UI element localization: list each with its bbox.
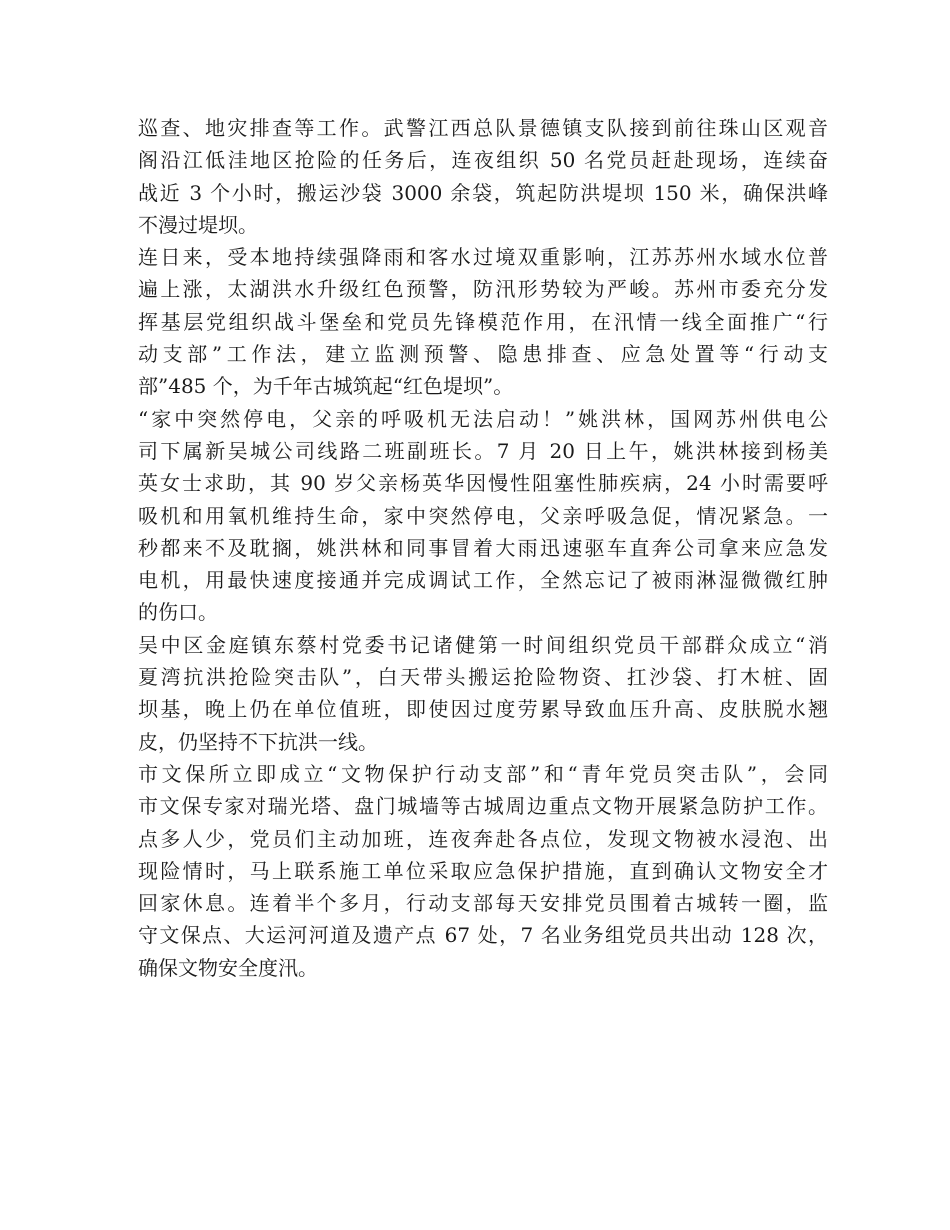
document-body bbox=[138, 112, 828, 984]
text-line: 吴中区金庭镇东蔡村党委书记诸健第一时间组织党员干部群众成立“消 bbox=[138, 632, 828, 657]
text-line: 守文保点、大运河河道及遗产点 67 处，7 名业务组党员共出动 128 次， bbox=[138, 923, 828, 948]
text-line: 战近 3 个小时，搬运沙袋 3000 余袋，筑起防洪堤坝 150 米，确保洪峰 bbox=[138, 180, 828, 205]
text-line: 部”485 个，为千年古城筑起“红色堤坝”。 bbox=[138, 374, 514, 399]
text-line: 现险情时，马上联系施工单位采取应急保护措施，直到确认文物安全才 bbox=[138, 858, 828, 883]
paragraph bbox=[138, 758, 828, 984]
text-line: 电机，用最快速度接通并完成调试工作，全然忘记了被雨淋湿微微红肿 bbox=[138, 568, 828, 593]
text-line: 回家休息。连着半个多月，行动支部每天安排党员围着古城转一圈，监 bbox=[138, 891, 828, 916]
text-line: 连日来，受本地持续强降雨和客水过境双重影响，江苏苏州水域水位普 bbox=[138, 245, 828, 270]
text-line: 阁沿江低洼地区抢险的任务后，连夜组织 50 名党员赶赴现场，连续奋 bbox=[138, 148, 828, 173]
text-line: 不漫过堤坝。 bbox=[138, 212, 258, 237]
text-line: 司下属新吴城公司线路二班副班长。7 月 20 日上午，姚洪林接到杨美 bbox=[138, 438, 828, 463]
paragraph bbox=[138, 629, 828, 758]
text-line: 挥基层党组织战斗堡垒和党员先锋模范作用，在汛情一线全面推广“行 bbox=[138, 309, 828, 334]
paragraph bbox=[138, 241, 828, 402]
text-line: 的伤口。 bbox=[138, 600, 218, 625]
paragraph bbox=[138, 403, 828, 629]
text-line: 动支部”工作法，建立监测预警、隐患排查、应急处置等“行动支 bbox=[138, 342, 828, 367]
text-line: 坝基，晚上仍在单位值班，即使因过度劳累导致血压升高、皮肤脱水翘 bbox=[138, 697, 828, 722]
paragraph bbox=[138, 112, 828, 241]
text-line: 确保文物安全度汛。 bbox=[138, 955, 318, 980]
text-line: 市文保所立即成立“文物保护行动支部”和“青年党员突击队”，会同 bbox=[138, 761, 828, 786]
text-line: 吸机和用氧机维持生命，家中突然停电，父亲呼吸急促，情况紧急。一 bbox=[138, 503, 828, 528]
text-line: 点多人少，党员们主动加班，连夜奔赴各点位，发现文物被水浸泡、出 bbox=[138, 826, 828, 851]
text-line: 英女士求助，其 90 岁父亲杨英华因慢性阻塞性肺疾病，24 小时需要呼 bbox=[138, 471, 828, 496]
text-line: 巡查、地灾排查等工作。武警江西总队景德镇支队接到前往珠山区观音 bbox=[138, 116, 828, 140]
text-line: 皮，仍坚持不下抗洪一线。 bbox=[138, 729, 378, 754]
text-line: “家中突然停电，父亲的呼吸机无法启动！”姚洪林，国网苏州供电公 bbox=[138, 406, 828, 431]
text-line: 市文保专家对瑞光塔、盘门城墙等古城周边重点文物开展紧急防护工作。 bbox=[138, 794, 828, 819]
text-line: 秒都来不及耽搁，姚洪林和同事冒着大雨迅速驱车直奔公司拿来应急发 bbox=[138, 535, 828, 560]
text-line: 遍上涨，太湖洪水升级红色预警，防汛形势较为严峻。苏州市委充分发 bbox=[138, 277, 828, 302]
text-line: 夏湾抗洪抢险突击队”，白天带头搬运抢险物资、扛沙袋、打木桩、固 bbox=[138, 665, 828, 690]
